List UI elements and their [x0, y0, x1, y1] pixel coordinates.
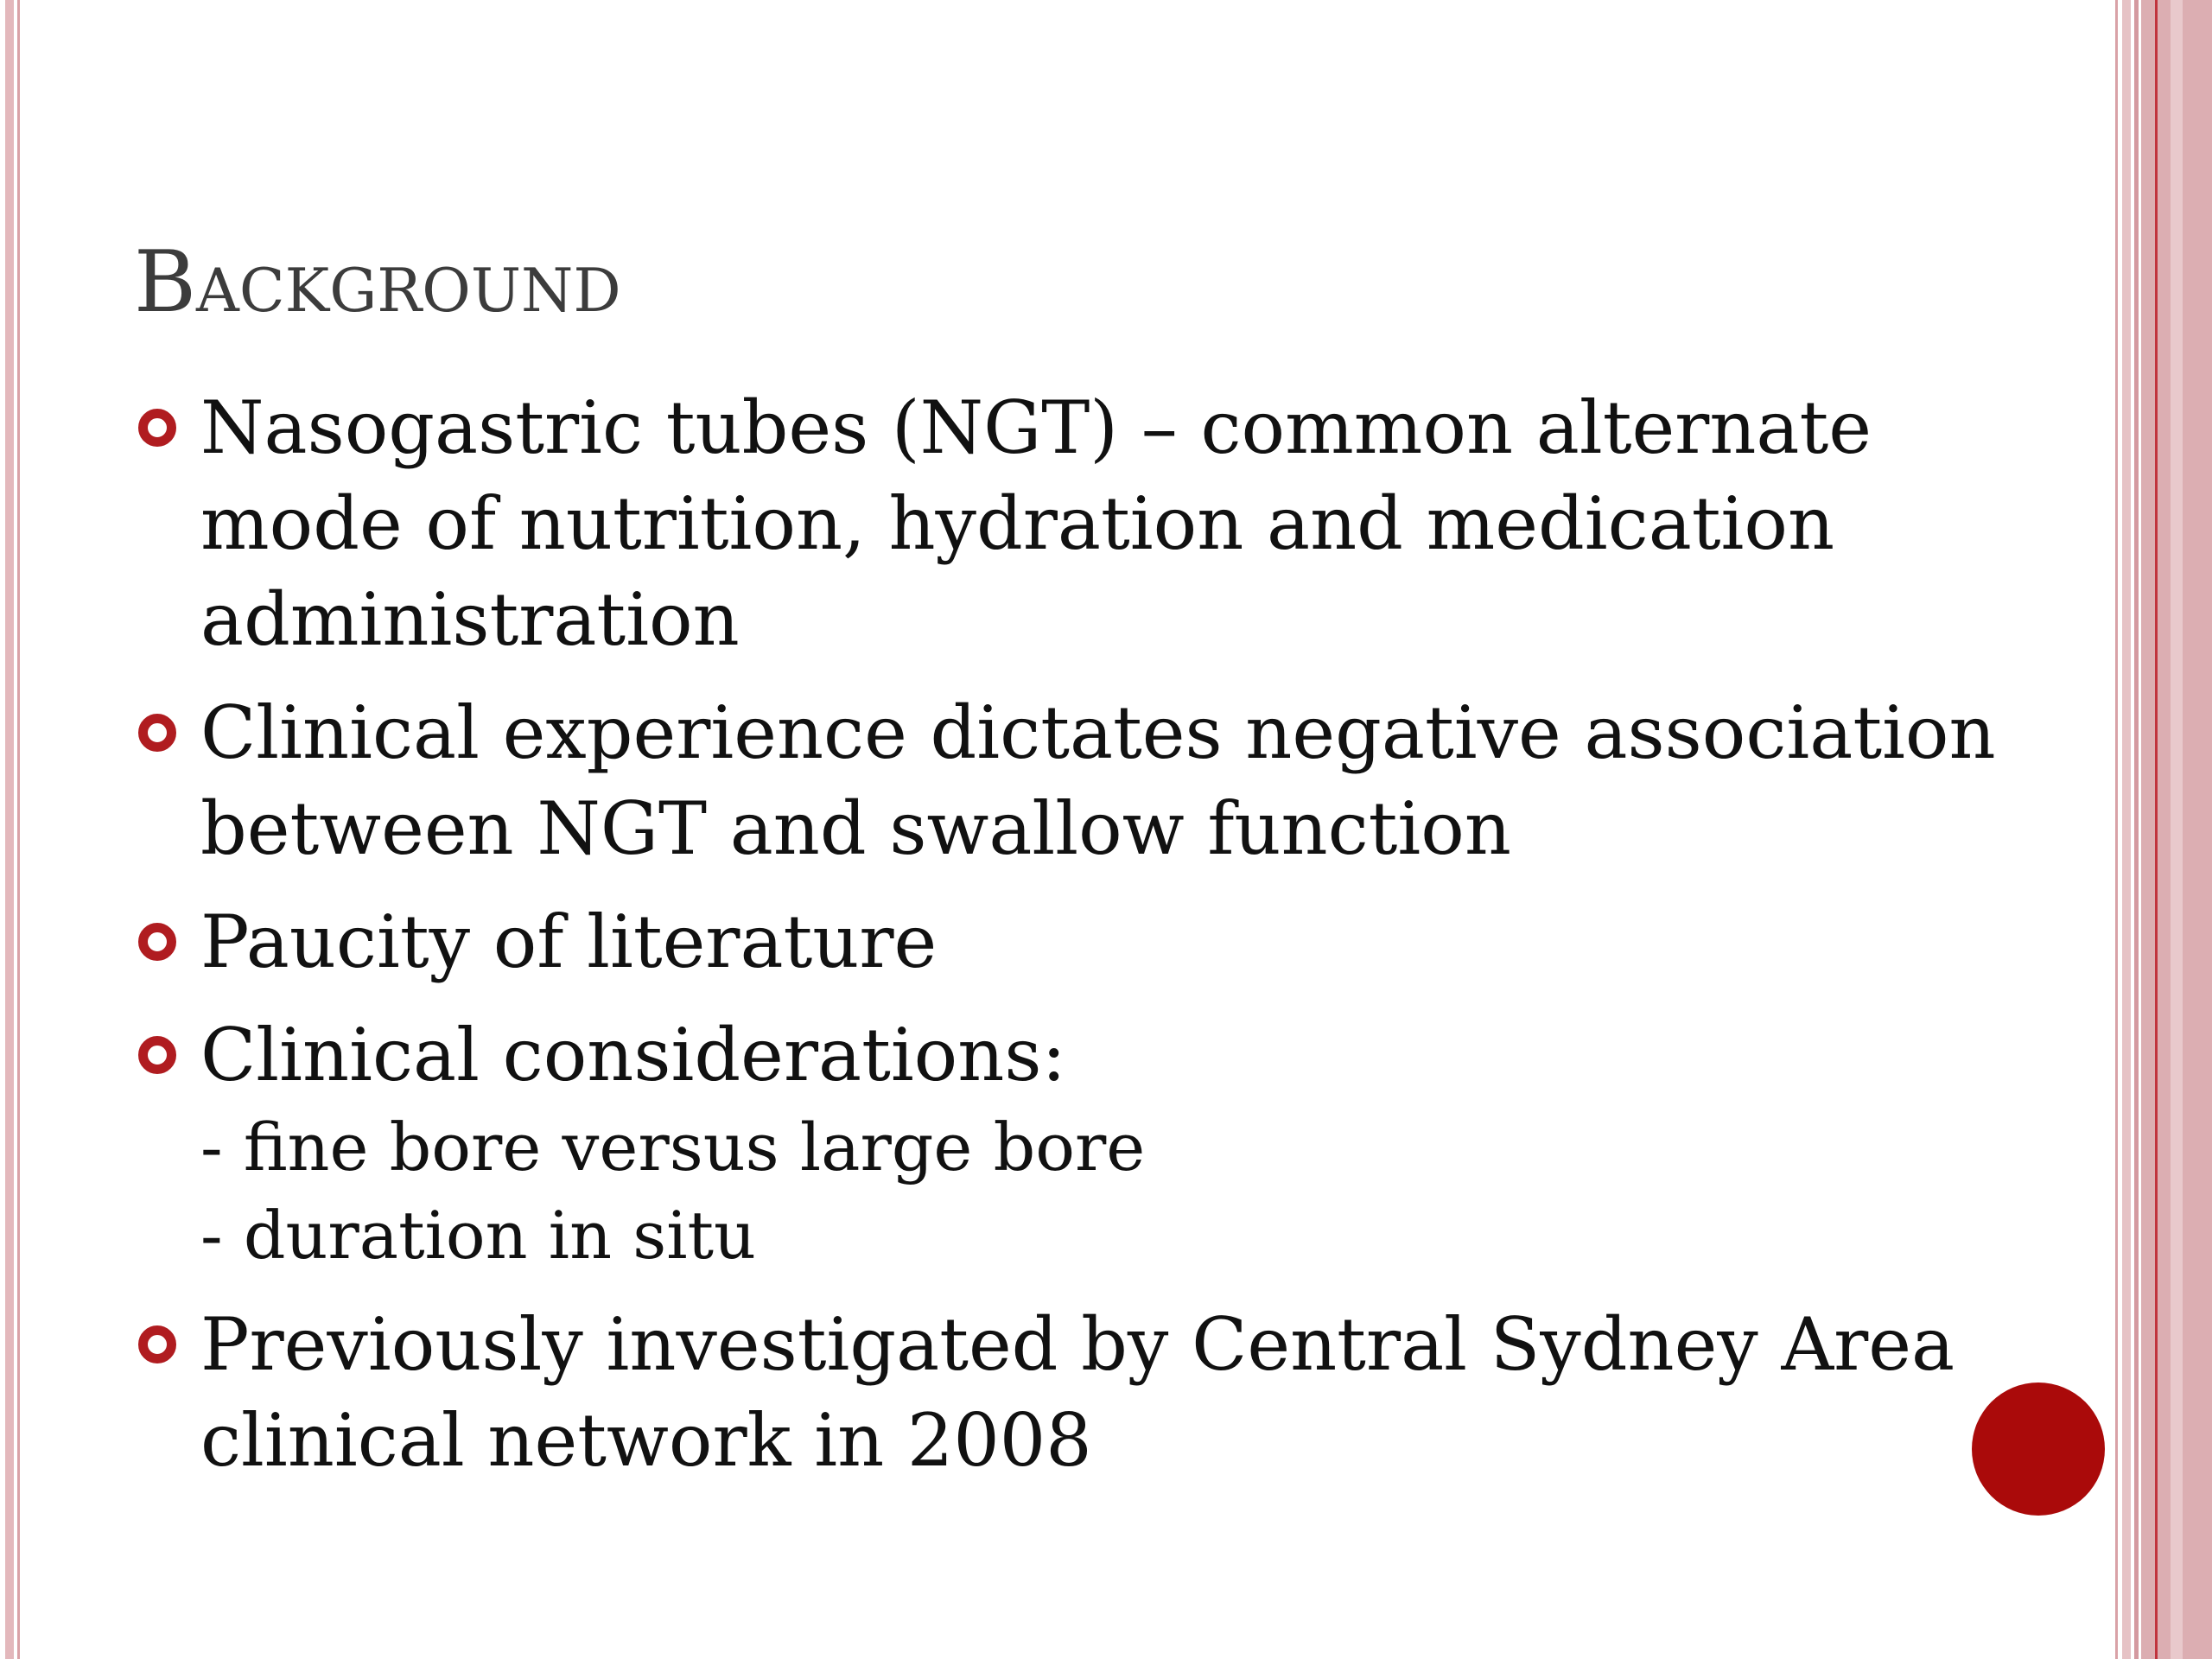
- bullet-item: [138, 685, 2031, 877]
- right-border-red-line: [2155, 0, 2158, 1659]
- bullet-item: [138, 894, 2031, 990]
- bullet-text: Clinical considerations:: [200, 1013, 1066, 1097]
- bullet-text: Paucity of literature: [200, 899, 938, 984]
- red-circle-decoration: [1972, 1382, 2105, 1516]
- bullet-text: Clinical experience dictates negative association between NGT and swallow function: [200, 690, 1996, 871]
- bullet-item: [138, 1297, 2031, 1489]
- right-border-band-light: [2171, 0, 2183, 1659]
- left-border-line: [5, 0, 14, 1659]
- left-border-line-inner: [17, 0, 20, 1659]
- bullet-item: [138, 1007, 2031, 1280]
- sub-item: - fine bore versus large bore: [200, 1109, 1146, 1185]
- hollow-circle-bullet-icon: [138, 923, 176, 961]
- hollow-circle-bullet-icon: [138, 409, 176, 447]
- hollow-circle-bullet-icon: [138, 1036, 176, 1074]
- bullet-list: [138, 380, 2031, 1506]
- hollow-circle-bullet-icon: [138, 1325, 176, 1363]
- sub-item: - duration in situ: [200, 1197, 756, 1274]
- right-border-line-thin: [2115, 0, 2118, 1659]
- bullet-item: [138, 380, 2031, 668]
- bullet-text: Nasogastric tubes (NGT) – common alternate mode of nutrition, hydration and medication administration: [200, 385, 1872, 662]
- right-border-line-dark: [2134, 0, 2139, 1659]
- slide-title: Background: [134, 233, 621, 332]
- bullet-text: Previously investigated by Central Sydney Area clinical network in 2008: [200, 1302, 1955, 1483]
- right-border-line: [2122, 0, 2131, 1659]
- hollow-circle-bullet-icon: [138, 714, 176, 752]
